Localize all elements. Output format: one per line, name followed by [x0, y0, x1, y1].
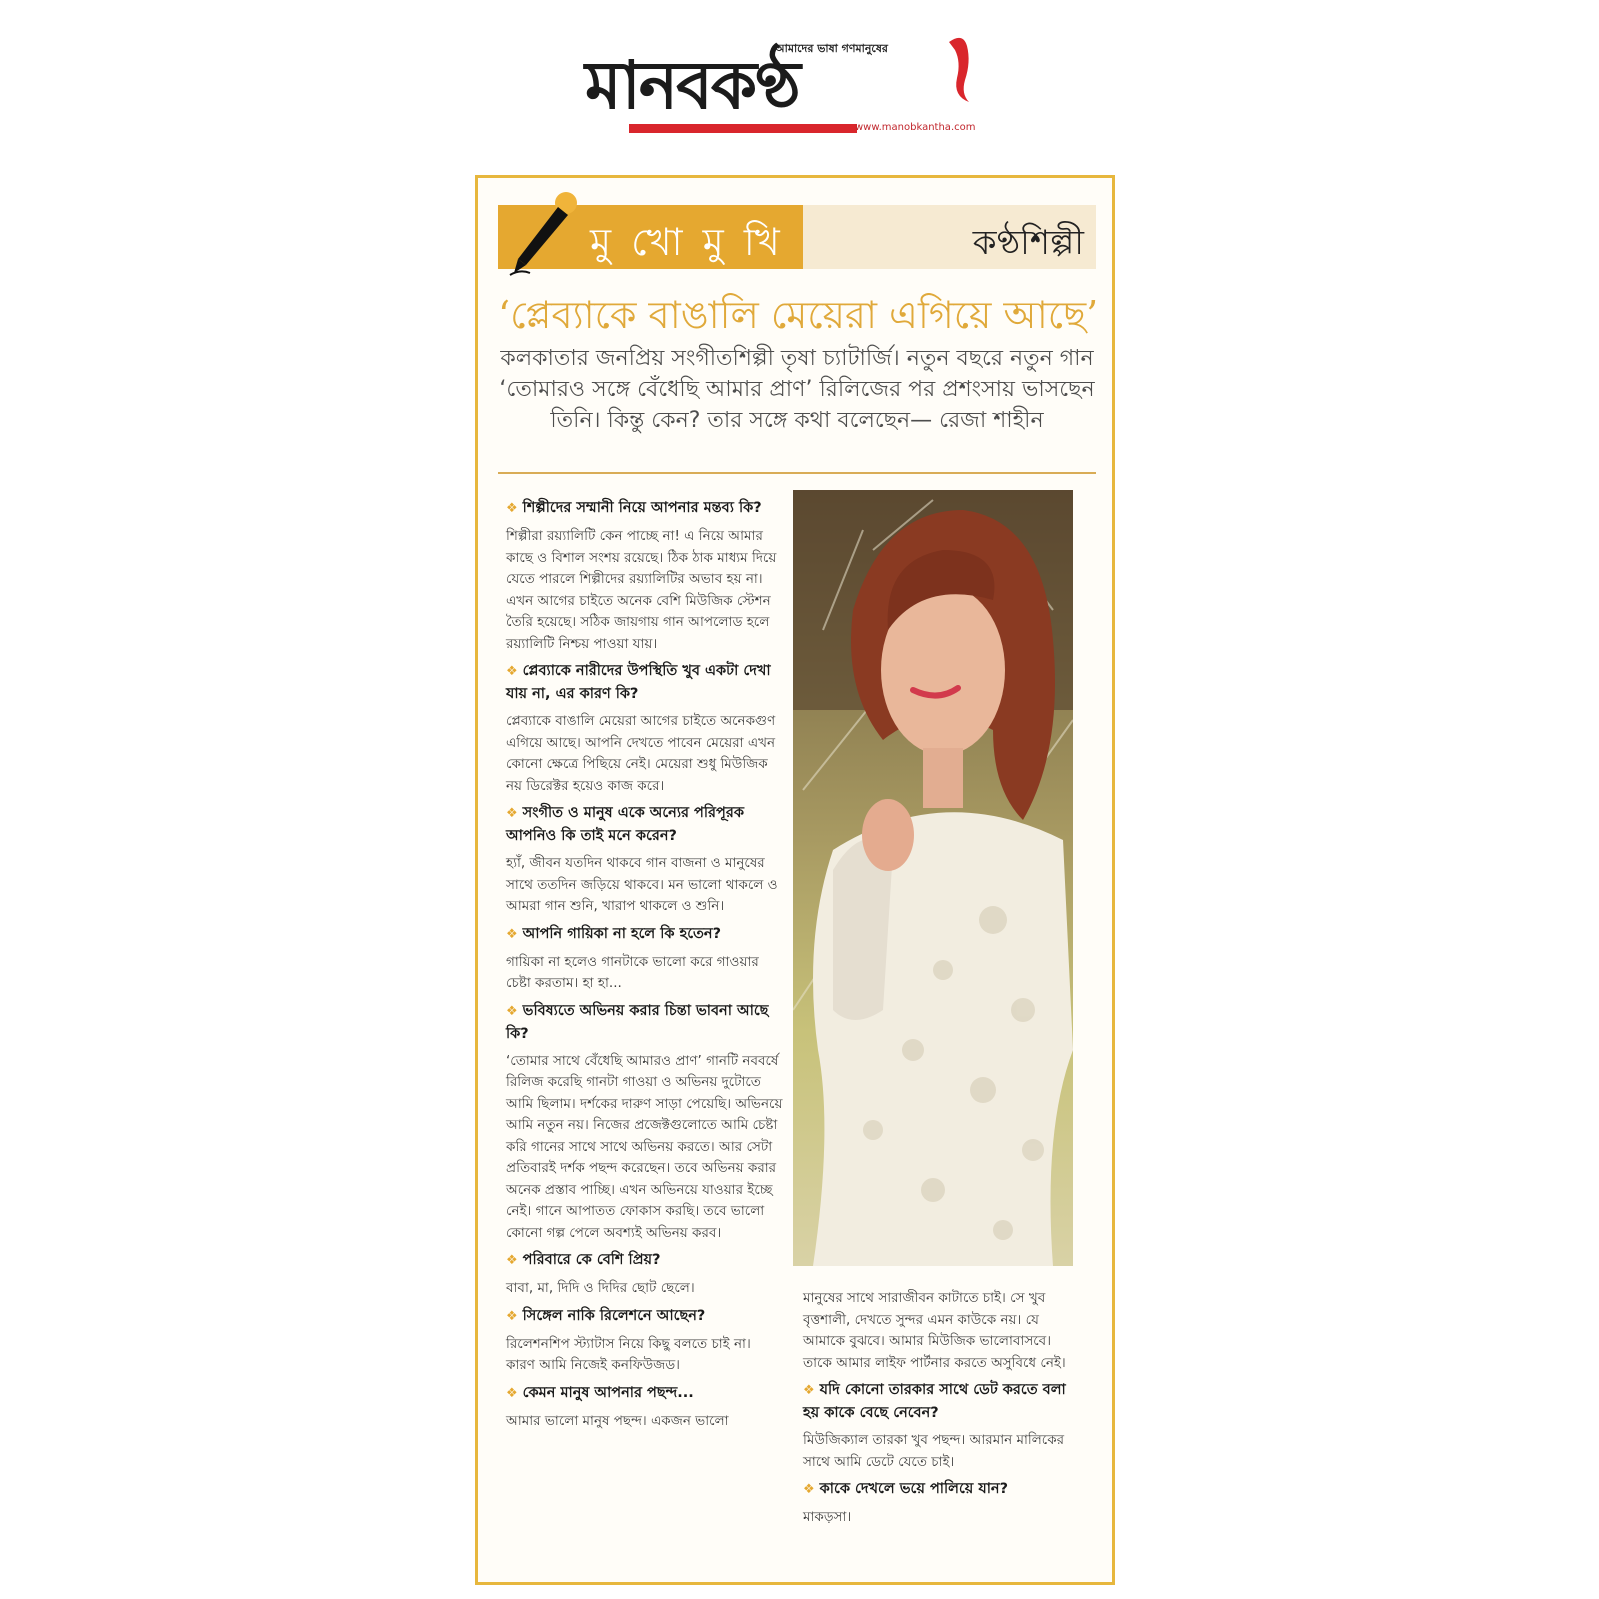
interview-answer: বাবা, মা, দিদি ও দিদির ছোট ছেলে।	[506, 1280, 695, 1296]
question-text: সংগীত ও মানুষ একে অন্যের পরিপূরক আপনিও কি তাই মনে করেন?	[506, 805, 744, 844]
series-title: মু খো মু খি	[590, 220, 784, 264]
interview-question	[803, 1379, 1083, 1424]
interview-answer: মিউজিক্যাল তারকা খুব পছন্দ। আরমান মালিকের সাথে আমি ডেটে যেতে চাই।	[803, 1432, 1065, 1470]
question-text: শিল্পীদের সম্মানী নিয়ে আপনার মন্তব্য কি?	[522, 500, 762, 516]
bullet-icon: ❖	[506, 1308, 518, 1324]
interview-question	[506, 1382, 784, 1405]
question-text: পরিবারে কে বেশি প্রিয়?	[522, 1252, 661, 1268]
interview-answer: হ্যাঁ, জীবন যতদিন থাকবে গান বাজনা ও মানুষের সাথে ততদিন জড়িয়ে থাকবে। মন ভালো থাকলে ও আমরা গান শুনি, খারাপ থাকলে ও শুনি।	[506, 855, 778, 914]
question-text: কেমন মানুষ আপনার পছন্দ...	[522, 1384, 694, 1401]
masthead-red-bar	[629, 124, 857, 133]
pen-icon	[506, 191, 578, 277]
question-text: কাকে দেখলে ভয়ে পালিয়ে যান?	[819, 1481, 1008, 1497]
masthead-tagline: আমাদের ভাষা গণমানুষের	[775, 42, 888, 55]
bullet-icon: ❖	[506, 1385, 518, 1401]
bullet-icon: ❖	[506, 1003, 518, 1019]
answer-continuation: মানুষের সাথে সারাজীবন কাটাতে চাই। সে খুব বৃত্তশালী, দেখতে সুন্দর এমন কাউকে নয়। যে আমাকে বুঝবে। আমার মিউজিক ভালোবাসবে। তাকে আমার লাইফ পার্টনার করতে অসুবিধে নেই।	[803, 1290, 1066, 1371]
interview-question	[506, 660, 784, 705]
question-text: আপনি গায়িকা না হলে কি হতেন?	[522, 925, 721, 942]
masthead	[585, 28, 1005, 138]
question-text: ভবিষ্যতে অভিনয় করার চিন্তা ভাবনা আছে কি?	[506, 1002, 769, 1042]
interview-answer: ‘তোমার সাথে বেঁধেছি আমারও প্রাণ’ গানটি নববর্ষে রিলিজ করেছি গানটা গাওয়া ও অভিনয় দুটোতে আমি ছিলাম। দর্শকের দারুণ সাড়া পেয়েছি। অভিনয়ে আমি নতুন নয়। নিজের প্রজেক্টগুলোতে আমি চেষ্টা করি গানের সাথে সাথে অভিনয় করতে। আর সেটা প্রতিবারই দর্শক পছন্দ করেছেন। তবে অভিনয় করার অনেক প্রস্তাব পাচ্ছি। এখন অভিনয়ে যাওয়ার ইচ্ছে নেই। গানে আপাতত ফোকাস করছি। তবে ভালো কোনো গল্প পেলে অবশ্যই অভিনয় করব।	[506, 1052, 783, 1241]
masthead-logo: মানবকণ্ঠ	[585, 46, 799, 124]
interview-question	[506, 802, 784, 847]
bullet-icon: ❖	[803, 1482, 815, 1497]
flame-icon	[943, 32, 973, 104]
section-title: কণ্ঠশিল্পী	[972, 223, 1084, 263]
interview-question	[506, 1249, 784, 1272]
right-column	[803, 1288, 1083, 1533]
interview-answer: মাকড়সা।	[803, 1509, 852, 1525]
bullet-icon: ❖	[506, 926, 518, 942]
bullet-icon: ❖	[506, 1253, 518, 1268]
question-text: সিঙ্গেল নাকি রিলেশনে আছেন?	[522, 1307, 706, 1324]
article-frame	[475, 175, 1115, 1585]
question-text: প্লেব্যাকে নারীদের উপস্থিতি খুব একটা দেখা যায় না, এর কারণ কি?	[506, 663, 771, 702]
interview-answer: গায়িকা না হলেও গানটাকে ভালো করে গাওয়ার চেষ্টা করতাম। হা হা...	[506, 953, 759, 991]
singer-photo	[793, 490, 1073, 1266]
question-text: যদি কোনো তারকার সাথে ডেট করতে বলা হয় কাকে বেছে নেবেন?	[803, 1382, 1066, 1421]
interview-answer: আমার ভালো মানুষ পছন্দ। একজন ভালো	[506, 1412, 729, 1429]
interview-answer: শিল্পীরা রয়্যালিটি কেন পাচ্ছে না! এ নিয়ে আমার কাছে ও বিশাল সংশয় রয়েছে। ঠিক ঠাক মাধ্যম দিয়ে যেতে পারলে শিল্পীদের রয়্যালিটির অভাব হয় না। এখন আগের চাইতে অনেক বেশি মিউজিক স্টেশন তৈরি হয়েছে। সঠিক জায়গায় গান আপলোড হলে রয়্যালিটি নিশ্চয় পাওয়া যায়।	[506, 528, 777, 652]
left-column	[506, 492, 784, 1436]
interview-question	[506, 1305, 784, 1328]
bullet-icon: ❖	[506, 664, 518, 679]
interview-question	[803, 1478, 1083, 1501]
interview-question	[506, 1000, 784, 1045]
bullet-icon: ❖	[506, 806, 518, 821]
interview-answer: রিলেশনশিপ স্ট্যাটাস নিয়ে কিছু বলতে চাই না। কারণ আমি নিজেই কনফিউজড।	[506, 1335, 751, 1373]
bullet-icon: ❖	[506, 501, 518, 516]
divider	[498, 472, 1096, 474]
intro-paragraph: কলকাতার জনপ্রিয় সংগীতশিল্পী তৃষা চ্যাটার্জি। নতুন বছরে নতুন গান ‘তোমারও সঙ্গে বেঁধেছি আমার প্রাণ’ রিলিজের পর প্রশংসায় ভাসছেন তিনি। কিন্তু কেন? তার সঙ্গে কথা বলেছেন— রেজা শাহীন	[499, 346, 1095, 433]
headline: ‘প্লেব্যাকে বাঙালি মেয়েরা এগিয়ে আছে’	[498, 293, 1099, 337]
interview-answer: প্লেব্যাকে বাঙালি মেয়েরা আগের চাইতে অনেকগুণ এগিয়ে আছে। আপনি দেখতে পাবেন মেয়েরা এখন কোনো ক্ষেত্রে পিছিয়ে নেই। মেয়েরা শুধু মিউজিক নয় ডিরেক্টর হয়েও কাজ করে।	[506, 713, 776, 794]
masthead-url[interactable]: www.manobkantha.com	[855, 122, 976, 133]
section-banner	[498, 205, 1096, 269]
interview-question	[506, 923, 784, 946]
interview-question	[506, 497, 784, 520]
bullet-icon: ❖	[803, 1383, 815, 1398]
